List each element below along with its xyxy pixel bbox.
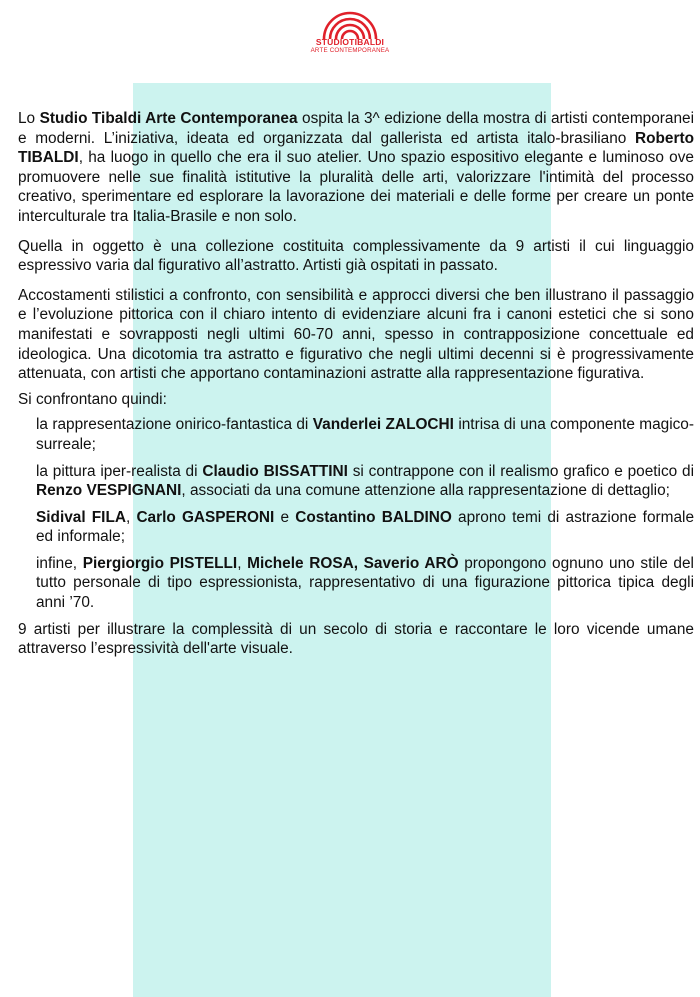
- logo-line-1: STUDIOTIBALDI: [315, 37, 385, 47]
- artist-name: Costantino BALDINO: [295, 508, 452, 526]
- paragraph-collection: Quella in oggetto è una collezione costituita complessivamente da 9 artisti il cui linguaggio espressivo varia dal figurativo all’astratto. Artisti già ospitati in passato.: [18, 237, 694, 275]
- logo: [307, 2, 393, 66]
- paragraph-lead-in: Si confrontano quindi:: [18, 390, 167, 408]
- paragraph-intro: Lo Studio Tibaldi Arte Contemporanea ospita la 3^ edizione della mostra di artisti contemporanei e moderni. L’iniziativa, ideata ed organizzata dal gallerista ed artista italo-brasiliano Roberto TIBALDI, ha luogo in quello che era il suo atelier. Uno spazio espositivo elegante e luminoso ove promuovere nelle sue finalità istitutive la pluralità delle arti, valorizzare l'intimità del processo creativo, sperimentare ed esplorare la lavorazione dei materiali e delle forme per creare un ponte interculturale tra Italia-Brasile e non solo.: [18, 110, 694, 225]
- document-body: [18, 109, 694, 669]
- paragraph-closing: 9 artisti per illustrare la complessità di un secolo di storia e raccontare le loro vicende umane attraverso l’espressività dell'arte visuale.: [18, 620, 694, 658]
- gallerist-name: Roberto TIBALDI: [18, 129, 694, 167]
- artist-name: Carlo GASPERONI: [136, 508, 275, 526]
- logo-arches-icon: [318, 2, 382, 40]
- artist-item-4: infine, Piergiorgio PISTELLI, Michele ROSA, Saverio ARÒ propongono ognuno uno stile del tutto personale di tipo espressionista, rappresentativo di una figurazione pittorica tipica degli anni ’70.: [36, 554, 694, 612]
- artist-name: Claudio BISSATTINI: [202, 462, 348, 480]
- artist-name: Michele ROSA, Saverio ARÒ: [247, 554, 459, 572]
- artist-item-3: Sidival FILA, Carlo GASPERONI e Costantino BALDINO aprono temi di astrazione formale ed informale;: [36, 508, 694, 546]
- artist-name: Renzo VESPIGNANI: [36, 482, 182, 500]
- artist-name: Sidival FILA: [36, 508, 126, 526]
- logo-line-2: ARTE CONTEMPORANEA: [310, 47, 390, 54]
- paragraph-comparison: Accostamenti stilistici a confronto, con sensibilità e approcci diversi che ben illustrano il passaggio e l’evoluzione pittorica con il chiaro intento di evidenziare alcuni fra i canoni estetici che si sono manifestati e sovrapposti negli ultimi 60-70 anni, spesso in contrapposizione concettuale ed ideologica. Una dicotomia tra astratto e figurativo che negli ultimi decenni si è progressivamente attenuata, con artisti che apportano contaminazioni astratte alla rappresentazione figurativa.: [18, 286, 694, 383]
- artist-item-2: la pittura iper-realista di Claudio BISSATTINI si contrappone con il realismo grafico e poetico di Renzo VESPIGNANI, associati da una comune attenzione alla rappresentazione di dettaglio;: [36, 462, 694, 500]
- artist-name: Piergiorgio PISTELLI: [82, 554, 238, 572]
- gallery-name: Studio Tibaldi Arte Contemporanea: [39, 110, 298, 127]
- artist-name: Vanderlei ZALOCHI: [312, 416, 454, 434]
- artist-item-1: la rappresentazione onirico-fantastica di Vanderlei ZALOCHI intrisa di una componente magico-surreale;: [36, 416, 694, 453]
